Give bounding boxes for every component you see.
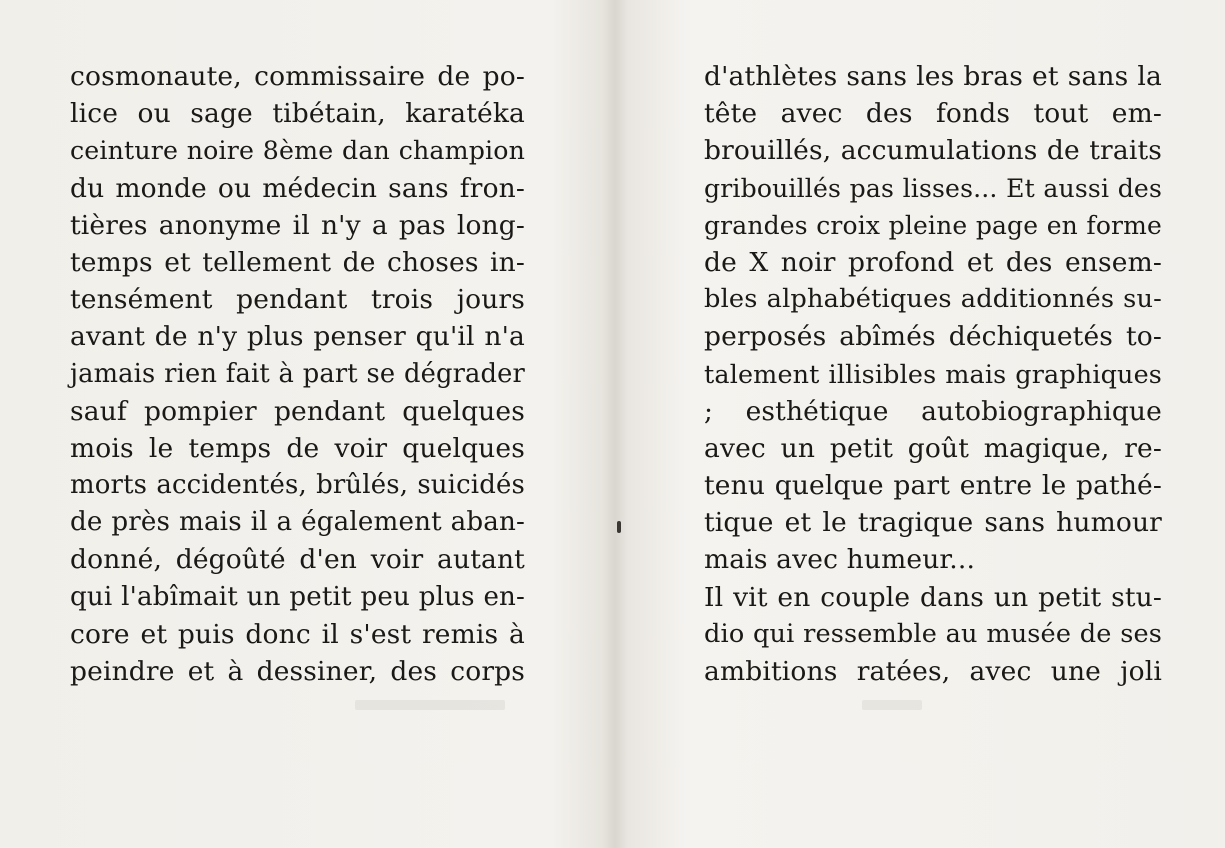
text-line: jamais rien fait à part se dégrader [70,358,525,389]
text-line: cosmonaute, commissaire de po- [70,61,525,92]
text-line: tique et le tragique sans humour [704,507,1162,539]
text-line: avec un petit goût magique, re- [704,432,1162,464]
text-line: avant de n'y plus penser qu'il n'a [70,321,525,353]
text-line: temps et tellement de choses in- [70,246,525,278]
text-line: ; esthétique autobiographique [704,395,1162,427]
text-line: du monde ou médecin sans fron- [70,172,525,204]
text-line: perposés abîmés déchiquetés to- [704,321,1162,353]
left-page [0,0,612,848]
show-through-shadow [355,700,505,710]
text-line: sauf pompier pendant quelques [70,395,525,427]
text-line: qui l'abîmait un petit peu plus en- [70,581,525,612]
text-line: mois le temps de voir quelques [70,432,525,464]
text-line: talement illisibles mais graphiques [704,358,1162,389]
text-line: morts accidentés, brûlés, suicidés [70,470,525,501]
text-line: gribouillés pas lisses... Et aussi des [704,173,1162,203]
show-through-shadow [862,700,922,710]
text-line: bles alphabétiques additionnés su- [704,284,1162,315]
text-line: donné, dégoûté d'en voir autant [70,544,525,576]
text-line: d'athlètes sans les bras et sans la [704,61,1162,92]
left-page-text [70,58,525,690]
text-line: core et puis donc il s'est remis à [70,618,525,650]
text-line: grandes croix pleine page en forme [704,210,1162,240]
text-line: tête avec des fonds tout em- [704,98,1162,130]
right-page [612,0,1225,848]
text-line: dio qui ressemble au musée de ses [704,618,1162,649]
text-line: Il vit en couple dans un petit stu- [704,581,1162,613]
text-line: de près mais il a également aban- [70,507,525,538]
text-line: tières anonyme il n'y a pas long- [70,209,525,241]
text-line: tensément pendant trois jours [70,284,525,316]
text-line: tenu quelque part entre le pathé- [704,470,1162,502]
text-line: lice ou sage tibétain, karatéka [70,98,525,130]
right-page-text [704,58,1162,690]
text-line: peindre et à dessiner, des corps [70,656,525,687]
text-line: ambitions ratées, avec une joli [704,656,1162,687]
text-line: mais avec humeur... [704,544,976,576]
text-line: ceinture noire 8ème dan champion [70,136,525,166]
text-line: brouillés, accumulations de traits [704,135,1162,167]
text-line: de X noir profond et des ensem- [704,246,1162,278]
